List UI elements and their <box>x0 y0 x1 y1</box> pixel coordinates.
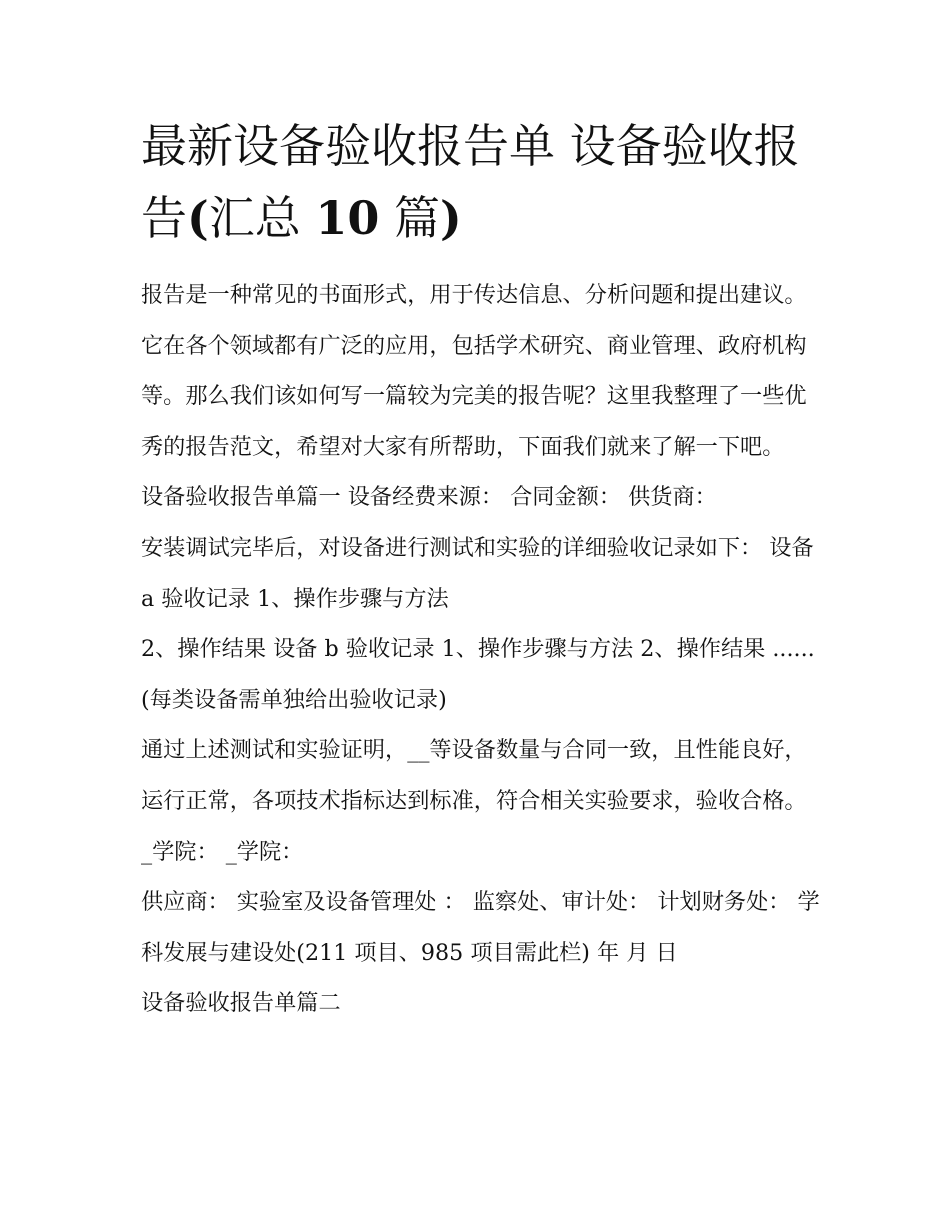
title-text-main: 最新设备验收报告单 设备验收报告 <box>141 119 800 245</box>
title-text-pian: 篇 <box>394 191 441 245</box>
conclusion-paragraph: 通过上述测试和实验证明，__等设备数量与合同一致，且性能良好，运行正常，各项技术指标达到标准，符合相关实验要求，验收合格。 _学院： _学院： <box>141 737 807 865</box>
acceptance-record-paragraph: 安装调试完毕后，对设备进行测试和实验的详细验收记录如下： 设备 a 验收记录 1、操作步骤与方法 <box>141 534 814 612</box>
title-number: 10 <box>315 191 380 245</box>
document-page <box>141 110 821 1029</box>
document-title <box>141 110 821 254</box>
report-two-header: 设备验收报告单篇二 <box>141 990 341 1017</box>
title-text-summary: 汇总 <box>208 191 301 245</box>
operation-result-paragraph: 2、操作结果 设备 b 验收记录 1、操作步骤与方法 2、操作结果 ...... (每类设备需单独给出验收记录) <box>141 636 815 713</box>
title-paren-close: ) <box>440 191 462 245</box>
document-body <box>141 270 821 1029</box>
title-paren-open: ( <box>187 191 209 245</box>
intro-paragraph: 报告是一种常见的书面形式，用于传达信息、分析问题和提出建议。它在各个领域都有广泛的应用，包括学术研究、商业管理、政府机构等。那么我们该如何写一篇较为完美的报告呢？这里我整理了一些优秀的报告范文，希望对大家有所帮助，下面我们就来了解一下吧。 <box>141 282 807 460</box>
report-one-header: 设备验收报告单篇一 设备经费来源： 合同金额： 供货商： <box>141 484 717 511</box>
signature-paragraph: 供应商： 实验室及设备管理处 ： 监察处、审计处： 计划财务处： 学科发展与建设处(211 项目、985 项目需此栏) 年 月 日 <box>141 889 820 966</box>
